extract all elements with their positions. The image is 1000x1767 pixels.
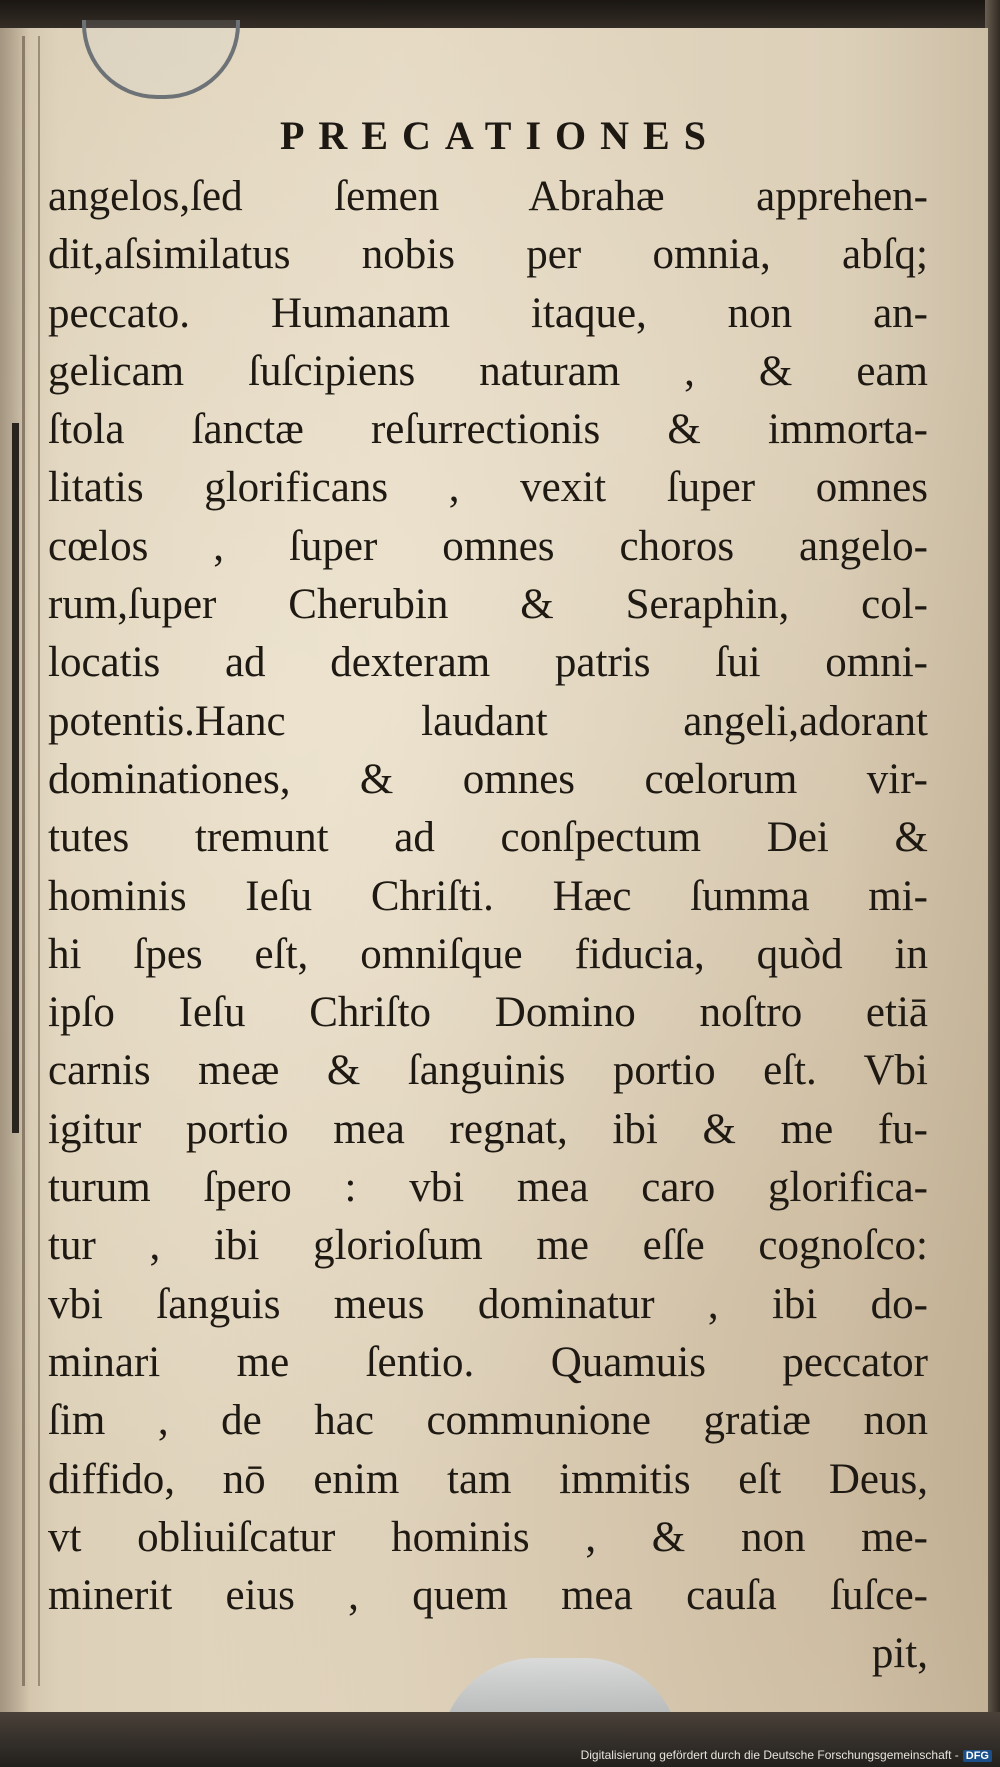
text-line: ſtola ſanctæ reſurrectionis & immorta-: [48, 406, 928, 454]
text-line: rum,ſuper Cherubin & Seraphin, col-: [48, 581, 928, 629]
text-line: tur , ibi glorioſum me eſſe cognoſco:: [48, 1222, 928, 1270]
text-line: angelos,ſed ſemen Abrahæ apprehen-: [48, 173, 928, 220]
dfg-logo-badge: DFG: [963, 1750, 992, 1762]
book-page: [0, 28, 988, 1718]
text-line: litatis glorificans , vexit ſuper omnes: [48, 464, 928, 512]
credit-text: Digitalisierung gefördert durch die Deutsche Forschungsgemeinschaft -: [580, 1748, 959, 1762]
text-line: vt obliuiſcatur hominis , & non me-: [48, 1513, 928, 1561]
text-line: vbi ſanguis meus dominatur , ibi do-: [48, 1280, 928, 1328]
digitization-credit: [560, 1748, 992, 1762]
text-line: ſim , de hac communione gratiæ non: [48, 1397, 928, 1445]
text-line: igitur portio mea regnat, ibi & me fu-: [48, 1105, 928, 1153]
text-line: hominis Ieſu Chriſti. Hæc ſumma mi-: [48, 872, 928, 920]
text-line: diffido, nō enim tam immitis eſt Deus,: [48, 1455, 928, 1503]
text-line: dit,aſsimilatus nobis per omnia, abſq;: [48, 231, 928, 279]
body-text: [48, 168, 928, 1684]
gutter-binding-strip: [12, 423, 19, 1133]
running-head: PRECATIONES: [280, 113, 720, 158]
text-line: potentis.Hanc laudant angeli,adorant: [48, 697, 928, 745]
text-line: minerit eius , quem mea cauſa ſuſce-: [48, 1572, 928, 1620]
gutter-rule-inner: [38, 36, 40, 1686]
text-line: cœlos , ſuper omnes choros angelo-: [48, 522, 928, 570]
catchword: pit,: [871, 1630, 928, 1678]
text-line: tutes tremunt ad conſpectum Dei &: [48, 814, 928, 862]
text-line: hi ſpes eſt, omniſque fiducia, quòd in: [48, 930, 928, 978]
text-line: gelicam ſuſcipiens naturam , & eam: [48, 347, 928, 395]
text-line: ipſo Ieſu Chriſto Domino noſtro etiā: [48, 989, 928, 1037]
text-line: peccato. Humanam itaque, non an-: [48, 289, 928, 337]
text-line: carnis meæ & ſanguinis portio eſt. Vbi: [48, 1047, 928, 1095]
clip-top-icon: [82, 20, 240, 99]
text-line: turum ſpero : vbi mea caro glorifica-: [48, 1164, 928, 1212]
gutter-rule: [22, 36, 25, 1686]
text-line: locatis ad dexteram patris ſui omni-: [48, 639, 928, 687]
text-line: dominationes, & omnes cœlorum vir-: [48, 755, 928, 803]
text-line: minari me ſentio. Quamuis peccator: [48, 1338, 928, 1386]
